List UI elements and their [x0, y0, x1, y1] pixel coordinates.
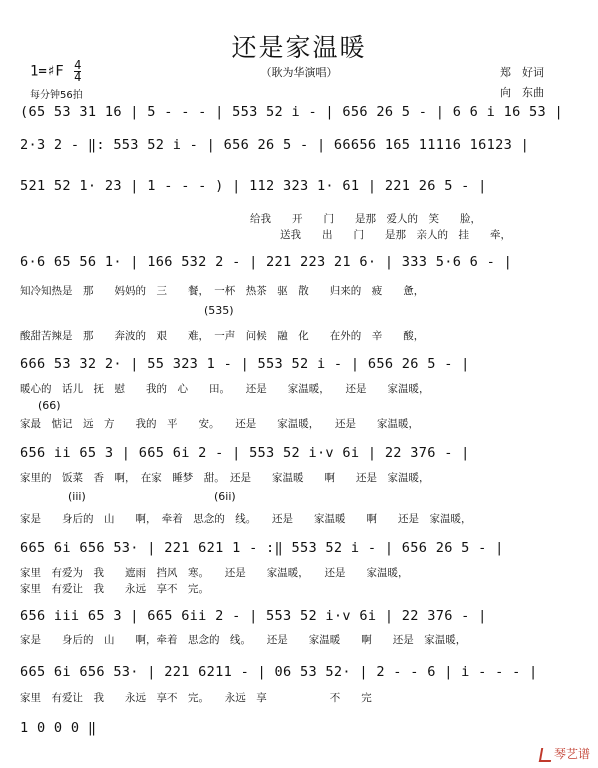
annotation-66: (66)	[38, 399, 61, 412]
lyric-line-3: 知冷知热是 那 妈妈的 三 餐， 一杯 热茶 驱 散 归来的 疲 惫，	[20, 285, 425, 297]
score-line-1: (65 53 31 16 | 5 - - - | 553 52 i - | 656 26 5 - | 6 6 i 16 53 |	[20, 104, 563, 120]
singer-note: （耿为华演唱）	[260, 66, 338, 79]
site-logo	[540, 745, 590, 762]
score-line-6: 656 ii 65 3 | 665 6i 2 - | 553 52 i·v 6i | 22 376 - |	[20, 445, 470, 461]
annotation-iii: (iii)	[68, 490, 86, 503]
lyric-line-5: 暖心的 话儿 抚 慰 我的 心 田。 还是 家温暖， 还是 家温暖，	[20, 383, 430, 395]
score-line-7: 665 6i 656 53· | 221 621 1 - :‖ 553 52 i - | 656 26 5 - |	[20, 540, 504, 556]
logo-icon	[539, 748, 553, 762]
score-line-10: 1 0 0 0 ‖	[20, 720, 97, 736]
composer: 向 东曲	[500, 86, 544, 99]
lyric-line-1: 给我 开 门 是那 爱人的 笑 脸，	[250, 213, 481, 225]
score-line-4: 6·6 65 56 1· | 166 532 2 - | 221 223 21 6· | 333 5·6 6 - |	[20, 254, 513, 270]
tempo: 每分钟56拍	[30, 90, 83, 101]
score-line-5: 666 53 32 2· | 55 323 1 - | 553 52 i - | 656 26 5 - |	[20, 356, 470, 372]
time-top: 4	[74, 58, 82, 72]
lyric-line-2: 送我 出 门 是那 亲人的 挂 牵，	[280, 229, 511, 241]
logo-text: 琴艺谱	[553, 747, 590, 761]
lyricist: 郑 好词	[500, 66, 544, 79]
score-line-8: 656 iii 65 3 | 665 6ii 2 - | 553 52 i·v 6i | 22 376 - |	[20, 608, 487, 624]
lyric-line-9: 家里 有爱为 我 遮雨 挡风 寒。 还是 家温暖， 还是 家温暖，	[20, 567, 409, 579]
score-line-9: 665 6i 656 53· | 221 6211 - | 06 53 52· | 2 - - 6 | i - - - |	[20, 664, 538, 680]
lyric-line-10: 家里 有爱让 我 永远 享不 完。	[20, 583, 209, 595]
time-bottom: 4	[74, 70, 82, 84]
lyric-line-4: 酸甜苦辣是 那 奔波的 艰 难， 一声 问候 融 化 在外的 辛 酸，	[20, 330, 425, 342]
time-signature	[74, 60, 81, 83]
lyric-line-7: 家里的 饭菜 香 啊， 在家 睡梦 甜。 还是 家温暖 啊 还是 家温暖，	[20, 472, 430, 484]
score-line-3: 521 52 1· 23 | 1 - - - ) | 112 323 1· 61 | 221 26 5 - |	[20, 178, 487, 194]
annotation-6ii: (6ii)	[214, 490, 236, 503]
key-label: 1=♯F	[30, 63, 64, 80]
annotation-535: (535)	[204, 304, 234, 317]
lyric-line-8: 家是 身后的 山 啊， 牵着 思念的 线。 还是 家温暖 啊 还是 家温暖，	[20, 513, 472, 525]
lyric-line-12: 家里 有爱让 我 永远 享不 完。 永远 享 不 完	[20, 692, 372, 704]
page-title: 还是家温暖	[231, 33, 367, 62]
key-signature	[30, 60, 81, 83]
lyric-line-11: 家是 身后的 山 啊，牵着 思念的 线。 还是 家温暖 啊 还是 家温暖，	[20, 634, 467, 646]
lyric-line-6: 家最 惦记 远 方 我的 平 安。 还是 家温暖， 还是 家温暖，	[20, 418, 419, 430]
score-line-2: 2·3 2 - ‖: 553 52 i - | 656 26 5 - | 66656 165 11116 16123 |	[20, 137, 530, 153]
